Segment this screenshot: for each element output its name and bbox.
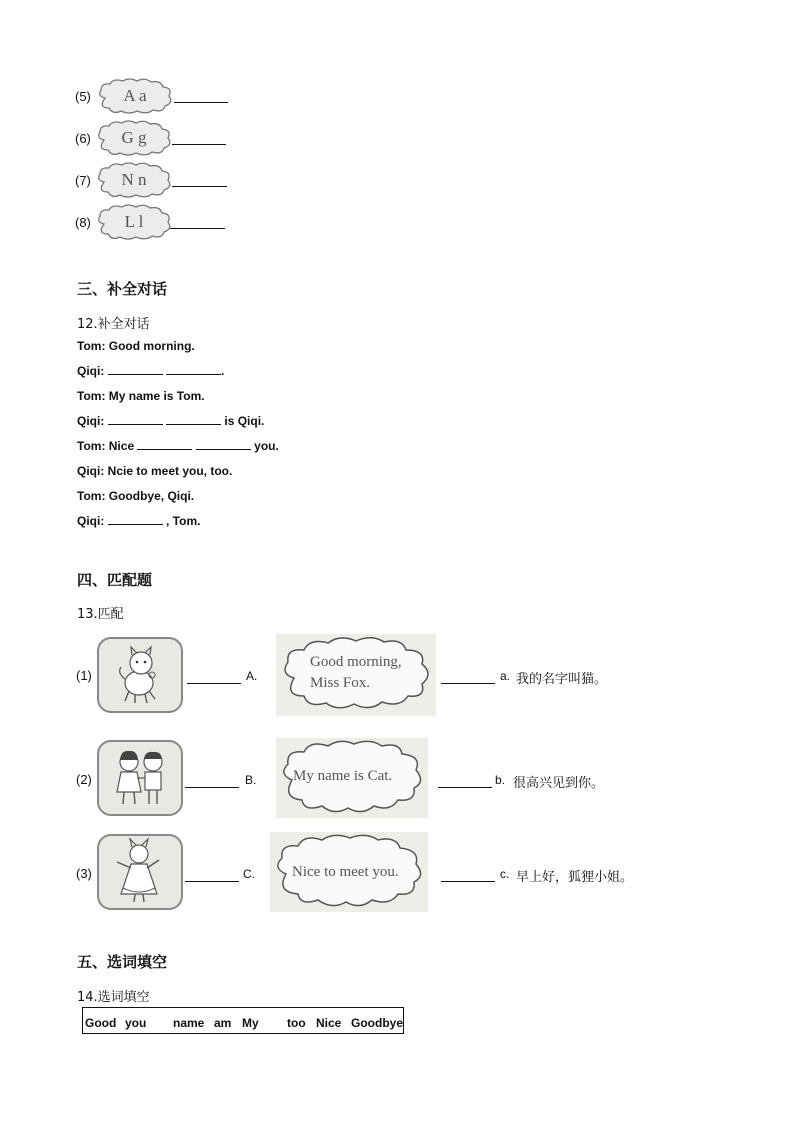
children-picture bbox=[97, 740, 183, 816]
fox-icon bbox=[99, 836, 181, 908]
answer-blank[interactable] bbox=[174, 101, 228, 103]
answer-blank[interactable] bbox=[108, 364, 163, 375]
letter-pair: L l bbox=[124, 212, 144, 231]
match-number: (3) bbox=[76, 866, 92, 881]
dialogue-line bbox=[77, 489, 194, 503]
answer-blank[interactable] bbox=[137, 439, 192, 450]
dialogue-line bbox=[77, 414, 264, 428]
answer-blank[interactable] bbox=[170, 227, 225, 229]
dialogue-text: Tom: Goodbye, Qiqi. bbox=[77, 489, 195, 503]
cn-meaning: 很高兴见到你。 bbox=[513, 776, 605, 791]
answer-blank[interactable] bbox=[196, 439, 251, 450]
dialogue-suffix: . bbox=[221, 364, 225, 378]
dialogue-speaker: Tom: Nice bbox=[77, 439, 135, 453]
answer-blank[interactable] bbox=[108, 514, 163, 525]
cloud-text: Miss Fox. bbox=[310, 675, 371, 691]
section-heading: 五、选词填空 bbox=[77, 953, 168, 971]
dialogue-suffix: , Tom. bbox=[166, 514, 201, 528]
option-letter: C. bbox=[243, 867, 255, 881]
cat-picture bbox=[97, 637, 183, 713]
dialogue-line bbox=[77, 439, 279, 453]
answer-blank[interactable] bbox=[108, 414, 163, 425]
answer-blank[interactable] bbox=[166, 364, 221, 375]
item-number: (7) bbox=[75, 173, 91, 188]
cn-letter: c. bbox=[500, 867, 510, 881]
answer-blank[interactable] bbox=[185, 880, 239, 882]
answer-blank[interactable] bbox=[187, 682, 241, 684]
option-letter: A. bbox=[246, 669, 258, 683]
word-option: too bbox=[287, 1016, 306, 1030]
cn-meaning: 早上好，狐狸小姐。 bbox=[516, 870, 634, 885]
cn-letter: b. bbox=[495, 773, 506, 787]
word-option: name bbox=[173, 1016, 205, 1030]
dialogue-line bbox=[77, 514, 200, 528]
dialogue-line bbox=[77, 364, 224, 378]
match-number: (1) bbox=[76, 668, 92, 683]
option-letter: B. bbox=[245, 773, 257, 787]
dialogue-speaker: Qiqi: bbox=[77, 364, 105, 378]
question-title: 14.选词填空 bbox=[77, 990, 150, 1005]
letter-item bbox=[75, 130, 91, 148]
dialogue-line bbox=[77, 339, 195, 353]
dialogue-suffix: is Qiqi. bbox=[224, 414, 265, 428]
letter-item bbox=[75, 88, 91, 106]
word-bank bbox=[82, 1007, 404, 1034]
letter-item bbox=[75, 172, 91, 190]
dialogue-speaker: Qiqi: bbox=[77, 414, 105, 428]
item-number: (8) bbox=[75, 215, 91, 230]
cn-letter: a. bbox=[500, 669, 511, 683]
dialogue-suffix: you. bbox=[254, 439, 279, 453]
cloud-text: Nice to meet you. bbox=[292, 864, 399, 880]
answer-blank[interactable] bbox=[166, 414, 221, 425]
answer-blank[interactable] bbox=[185, 786, 239, 788]
cat-icon bbox=[99, 639, 181, 711]
question-title: 13.匹配 bbox=[77, 607, 124, 622]
item-number: (5) bbox=[75, 89, 91, 104]
cn-meaning: 我的名字叫猫。 bbox=[516, 672, 608, 687]
word-option: Goodbye bbox=[351, 1016, 404, 1030]
dialogue-text: Tom: My name is Tom. bbox=[77, 389, 205, 403]
answer-blank[interactable] bbox=[438, 786, 492, 788]
fox-picture bbox=[97, 834, 183, 910]
section-heading: 四、匹配题 bbox=[77, 571, 153, 589]
cloud-text: My name is Cat. bbox=[293, 768, 393, 784]
answer-blank[interactable] bbox=[172, 185, 227, 187]
dialogue-text: Qiqi: Ncie to meet you, too. bbox=[77, 464, 233, 478]
answer-blank[interactable] bbox=[172, 143, 226, 145]
letter-pair: N n bbox=[121, 170, 147, 189]
dialogue-line bbox=[77, 389, 205, 403]
word-option: you bbox=[125, 1016, 147, 1030]
children-icon bbox=[99, 742, 181, 814]
dialogue-speaker: Qiqi: bbox=[77, 514, 105, 528]
word-option: Nice bbox=[316, 1016, 342, 1030]
match-number: (2) bbox=[76, 772, 92, 787]
item-number: (6) bbox=[75, 131, 91, 146]
letter-pair: A a bbox=[123, 86, 147, 105]
cloud-text: Good morning, bbox=[310, 654, 402, 670]
letter-pair: G g bbox=[121, 128, 147, 147]
word-option: Good bbox=[85, 1016, 117, 1030]
speech-cloud bbox=[276, 738, 428, 818]
word-option: am bbox=[214, 1016, 232, 1030]
dialogue-line bbox=[77, 464, 232, 478]
section-heading: 三、补全对话 bbox=[77, 280, 168, 298]
dialogue-text: Tom: Good morning. bbox=[77, 339, 195, 353]
speech-cloud bbox=[276, 634, 436, 716]
letter-item bbox=[75, 214, 91, 232]
word-option: My bbox=[242, 1016, 259, 1030]
question-title: 12.补全对话 bbox=[77, 317, 150, 332]
speech-cloud bbox=[270, 832, 428, 912]
answer-blank[interactable] bbox=[441, 682, 495, 684]
answer-blank[interactable] bbox=[441, 880, 495, 882]
